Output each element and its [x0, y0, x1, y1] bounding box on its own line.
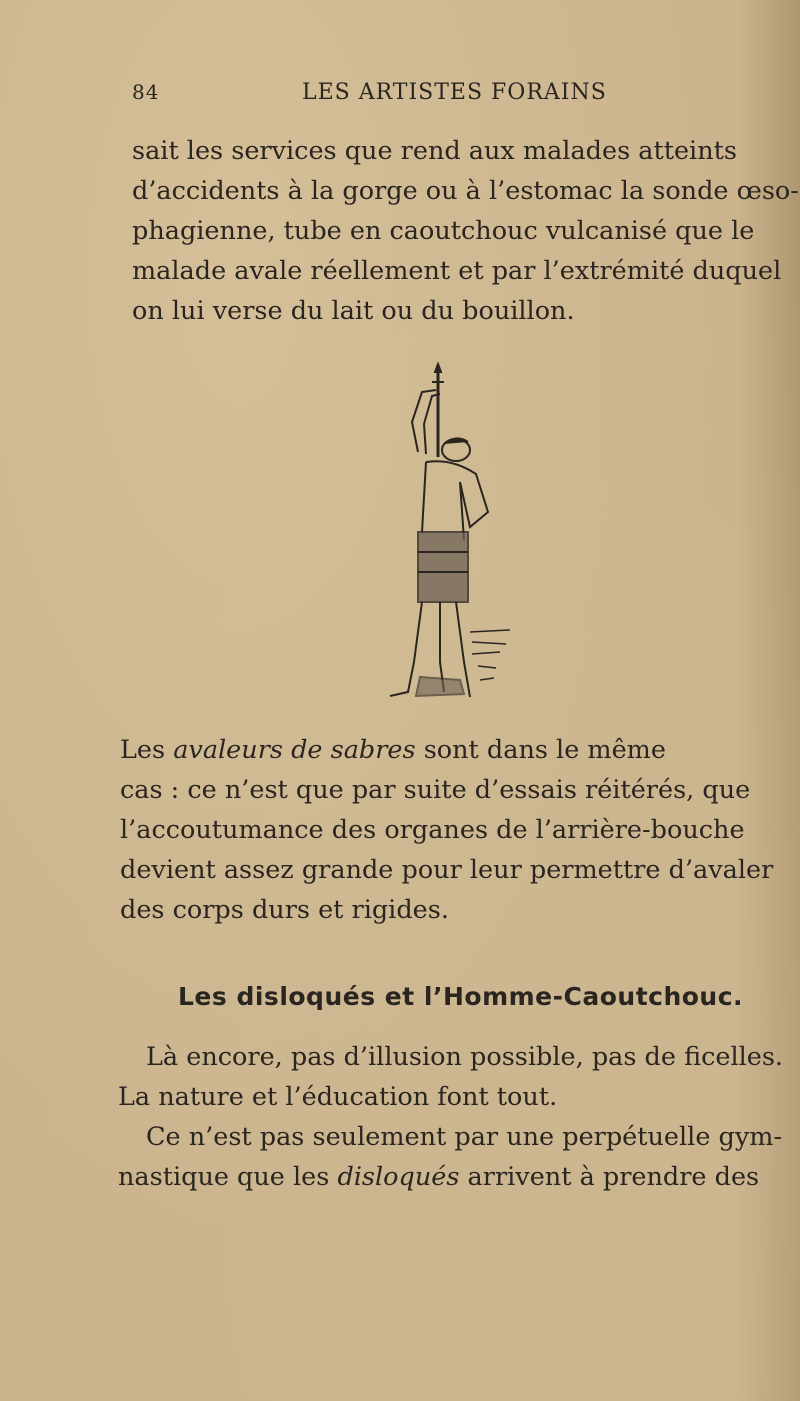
italic-term: avaleurs de sabres	[173, 735, 416, 765]
running-title: LES ARTISTES FORAINS	[302, 80, 607, 105]
page-number: 84	[132, 80, 160, 104]
italic-term: disloqués	[337, 1162, 460, 1192]
paragraph-2	[120, 730, 774, 930]
text-line: devient assez grande pour leur permettre d’avaler	[120, 855, 774, 885]
text-line: La nature et l’éducation font tout.	[118, 1082, 558, 1112]
text-line: nastique que les disloqués arrivent à prendre des	[118, 1162, 760, 1192]
text-line: cas : ce n’est que par suite d’essais réitérés, que	[120, 775, 751, 805]
section-heading: Les disloqués et l’Homme-Caoutchouc.	[178, 982, 744, 1011]
sword-swallower-illustration	[360, 362, 530, 707]
text-line: des corps durs et rigides.	[120, 895, 449, 925]
text-line: sait les services que rend aux malades atteints	[132, 136, 737, 166]
paragraph-1	[132, 131, 799, 331]
text-line: malade avale réellement et par l’extrémité duquel	[132, 256, 782, 286]
text-line: Les avaleurs de sabres sont dans le même	[120, 735, 666, 765]
text-line: Ce n’est pas seulement par une perpétuelle gym-	[146, 1122, 783, 1152]
text-line: on lui verse du lait ou du bouillon.	[132, 296, 575, 326]
text-line: Là encore, pas d’illusion possible, pas de ficelles.	[146, 1042, 784, 1072]
running-header	[132, 80, 772, 114]
text-line: phagienne, tube en caoutchouc vulcanisé que le	[132, 216, 755, 246]
sword-swallower-icon	[360, 362, 530, 707]
paragraph-3	[118, 1037, 784, 1197]
text-line: l’accoutumance des organes de l’arrière-bouche	[120, 815, 745, 845]
text-line: d’accidents à la gorge ou à l’estomac la sonde œso-	[132, 176, 799, 206]
